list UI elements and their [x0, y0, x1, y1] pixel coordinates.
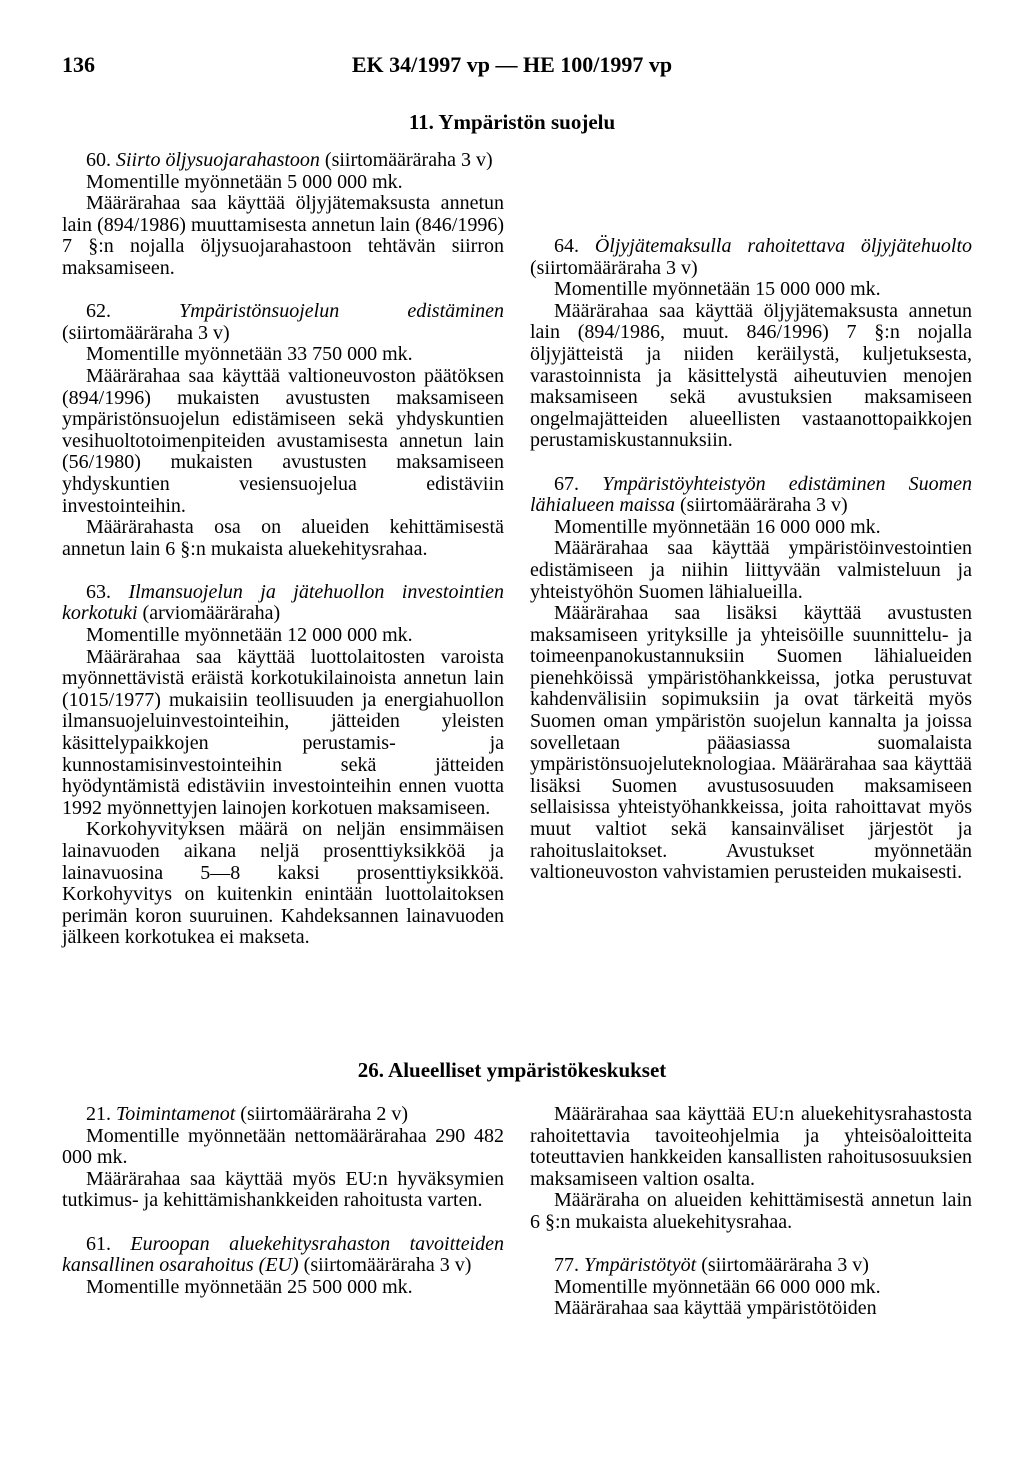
item-67-subtitle: (siirtomääräraha 3 v): [680, 494, 848, 517]
item-77-subtitle: (siirtomääräraha 3 v): [701, 1254, 869, 1277]
item-60-appropriation: Momentille myönnetään 5 000 000 mk.: [86, 170, 403, 193]
item-62-heading: [62, 301, 504, 344]
item-60-title: Siirto öljysuojarahastoon: [116, 149, 320, 171]
item-63-heading: [62, 582, 504, 625]
item-77-appropriation: Momentille myönnetään 66 000 000 mk.: [554, 1275, 881, 1298]
item-64-title: Öljyjätemaksulla rahoitettava öljyjätehuolto: [594, 235, 973, 257]
item-62-usage: Määrärahaa saa käyttää valtioneuvoston päätöksen (894/1996) mukaisten avustusten maksamiseen ympäristönsuojelun edistämiseen sekä yhdyskuntien vesihuoltotoimenpiteiden avustamisesta annetun lain (56/1980) mukaisten avustusten maksamiseen yhdyskuntien vesiensuojelua edistäviin investointeihin.: [62, 364, 504, 517]
item-64-appropriation: Momentille myönnetään 15 000 000 mk.: [554, 278, 881, 301]
item-77: [530, 1255, 972, 1320]
item-21-usage: Määrärahaa saa käyttää myös EU:n hyväksymien tutkimus- ja kehittämishankkeiden rahoitusta varten.: [62, 1167, 504, 1212]
running-header: EK 34/1997 vp — HE 100/1997 vp: [351, 52, 673, 77]
item-77-number: 77.: [554, 1254, 579, 1277]
item-77-title: Ympäristötyöt: [584, 1254, 697, 1277]
item-21-appropriation: Momentille myönnetään nettomäärärahaa 290 482 000 mk.: [62, 1124, 504, 1169]
item-64-usage: Määrärahaa saa käyttää öljyjätemaksusta annetun lain (894/1986, muut. 846/1996) 7 §:n nojalla öljyjätteistä ja niiden keräilystä, kuljetuksesta, varastoinnista ja käsittelystä aiheutuvien menojen maksamiseen sekä avustuksien maksamiseen ongelmajätteiden alueellisten vastaanottopaikkojen perustamiskustannuksiin.: [530, 299, 972, 452]
item-61: [62, 1234, 504, 1299]
item-60-number: 60.: [86, 149, 111, 171]
section-heading-26: 26. Alueelliset ympäristökeskukset: [357, 1058, 667, 1082]
section-11-right-column: [530, 236, 972, 884]
item-63-appropriation: Momentille myönnetään 12 000 000 mk.: [86, 624, 413, 647]
item-67: [530, 474, 972, 884]
item-61-usage: Määrärahaa saa käyttää EU:n aluekehitysrahastosta rahoitettavia tavoiteohjelmia ja yhteisöaloitteita toteuttavien hankkeiden kansallisten rahoitusosuuksien maksamiseen valtion osalta.: [530, 1103, 972, 1190]
item-62-subtitle: (siirtomääräraha 3 v): [62, 321, 230, 344]
item-61-continuation: [530, 1104, 972, 1234]
section-26-right-column: [530, 1104, 972, 1320]
item-63-title: Ilmansuojelun ja jätehuollon investointien korkotuki: [62, 580, 505, 625]
section-26-left-column: [62, 1104, 504, 1298]
item-62-title: Ympäristönsuojelun edistäminen: [179, 300, 505, 323]
item-62-number: 62.: [86, 300, 111, 323]
item-61-number: 61.: [86, 1232, 111, 1255]
item-63-usage: Määrärahaa saa käyttää luottolaitosten varoista myönnettävistä eräistä korkotukilainoista annetun lain (1015/1977) mukaisiin teollisuuden ja energiahuollon ilmansuojeluinvestointeihin, jätteiden yleisten käsittelypaikkojen perustamis- ja kunnostamisinvestointeihin sekä jätteiden hyödyntämistä edistäviin investointeihin ennen vuotta 1992 myönnettyjen lainojen korkotuen maksamiseen.: [62, 645, 504, 819]
item-62: [62, 301, 504, 560]
item-64-subtitle: (siirtomääräraha 3 v): [530, 256, 698, 279]
section-heading-11: 11. Ympäristön suojelu: [408, 110, 616, 134]
item-21-subtitle: (siirtomääräraha 2 v): [240, 1103, 408, 1125]
item-64-number: 64.: [554, 235, 579, 257]
item-64-heading: [530, 236, 972, 279]
item-60: [62, 150, 504, 280]
item-61-note: Määräraha on alueiden kehittämisestä annetun lain 6 §:n mukaista aluekehitysrahaa.: [530, 1189, 972, 1233]
item-62-note: Määrärahasta osa on alueiden kehittämisestä annetun lain 6 §:n mukaista aluekehitysrahaa.: [62, 516, 504, 560]
item-63-interest-note: Korkohyvityksen määrä on neljän ensimmäisen lainavuoden aikana neljä prosenttiyksikköä ja lainavuosina 5—8 kaksi prosenttiyksikköä. Korkohyvitys on kuitenkin enintään luottolaitoksen perimän koron suuruinen. Kahdeksannen lainavuoden jälkeen korkotukea ei makseta.: [62, 818, 504, 949]
item-62-appropriation: Momentille myönnetään 33 750 000 mk.: [86, 343, 413, 366]
item-67-additional-usage: Määrärahaa saa lisäksi käyttää avustusten maksamiseen yrityksille ja yhteisöille suunnittelu- ja toimeenpanokustannuksiin Suomen lähialueiden pienehköissä ympäristöhankkeissa, jotka perustuvat kahdenvälisiin sopimuksiin ja ovat tärkeitä myös Suomen oman ympäristön suojelun kannalta ja joissa sovelletaan pääasiassa suomalaista ympäristönsuojeluteknologiaa. Määrärahaa saa käyttää lisäksi Suomen avustusosuuden maksamiseen sellaisissa yhteistyöhankkeissa, joita rahoittavat myös muut valtiot sekä kansainväliset järjestöt ja rahoituslaitokset. Avustukset myönnetään valtioneuvoston vahvistamien perusteiden mukaisesti.: [530, 602, 972, 884]
item-64: [530, 236, 972, 452]
item-63-number: 63.: [86, 580, 111, 603]
item-61-appropriation: Momentille myönnetään 25 500 000 mk.: [86, 1275, 413, 1298]
item-21-number: 21.: [86, 1103, 111, 1125]
item-61-heading: [62, 1234, 504, 1277]
item-60-heading: [62, 150, 504, 172]
item-21-title: Toimintamenot: [116, 1103, 236, 1125]
item-67-number: 67.: [554, 472, 579, 495]
item-77-heading: [530, 1255, 972, 1277]
section-11-left-column: [62, 150, 504, 949]
item-67-title: Ympäristöyhteistyön edistäminen Suomen lähialueen maissa: [530, 472, 972, 517]
item-21: [62, 1104, 504, 1212]
item-61-subtitle: (siirtomääräraha 3 v): [303, 1254, 472, 1277]
item-63: [62, 582, 504, 949]
item-63-subtitle: (arviomääräraha): [142, 602, 281, 625]
item-21-heading: [62, 1104, 504, 1126]
item-60-usage: Määrärahaa saa käyttää öljyjätemaksusta annetun lain (894/1986) muuttamisesta annetun lain (846/1996) 7 §:n nojalla öljysuojarahastoon tehtävän siirron maksamiseen.: [62, 192, 504, 279]
item-77-usage: Määrärahaa saa käyttää ympäristötöiden: [554, 1297, 877, 1320]
item-60-subtitle: (siirtomääräraha 3 v): [324, 149, 493, 171]
page-number: 136: [62, 52, 95, 77]
item-61-title: Euroopan aluekehitysrahaston tavoitteiden kansallinen osarahoitus (EU): [62, 1232, 505, 1277]
item-67-usage: Määrärahaa saa käyttää ympäristöinvestointien edistämiseen ja niihin liittyvään valmisteluun ja yhteistyöhön Suomen lähialueilla.: [530, 537, 972, 603]
item-67-appropriation: Momentille myönnetään 16 000 000 mk.: [554, 515, 881, 538]
item-67-heading: [530, 474, 972, 517]
